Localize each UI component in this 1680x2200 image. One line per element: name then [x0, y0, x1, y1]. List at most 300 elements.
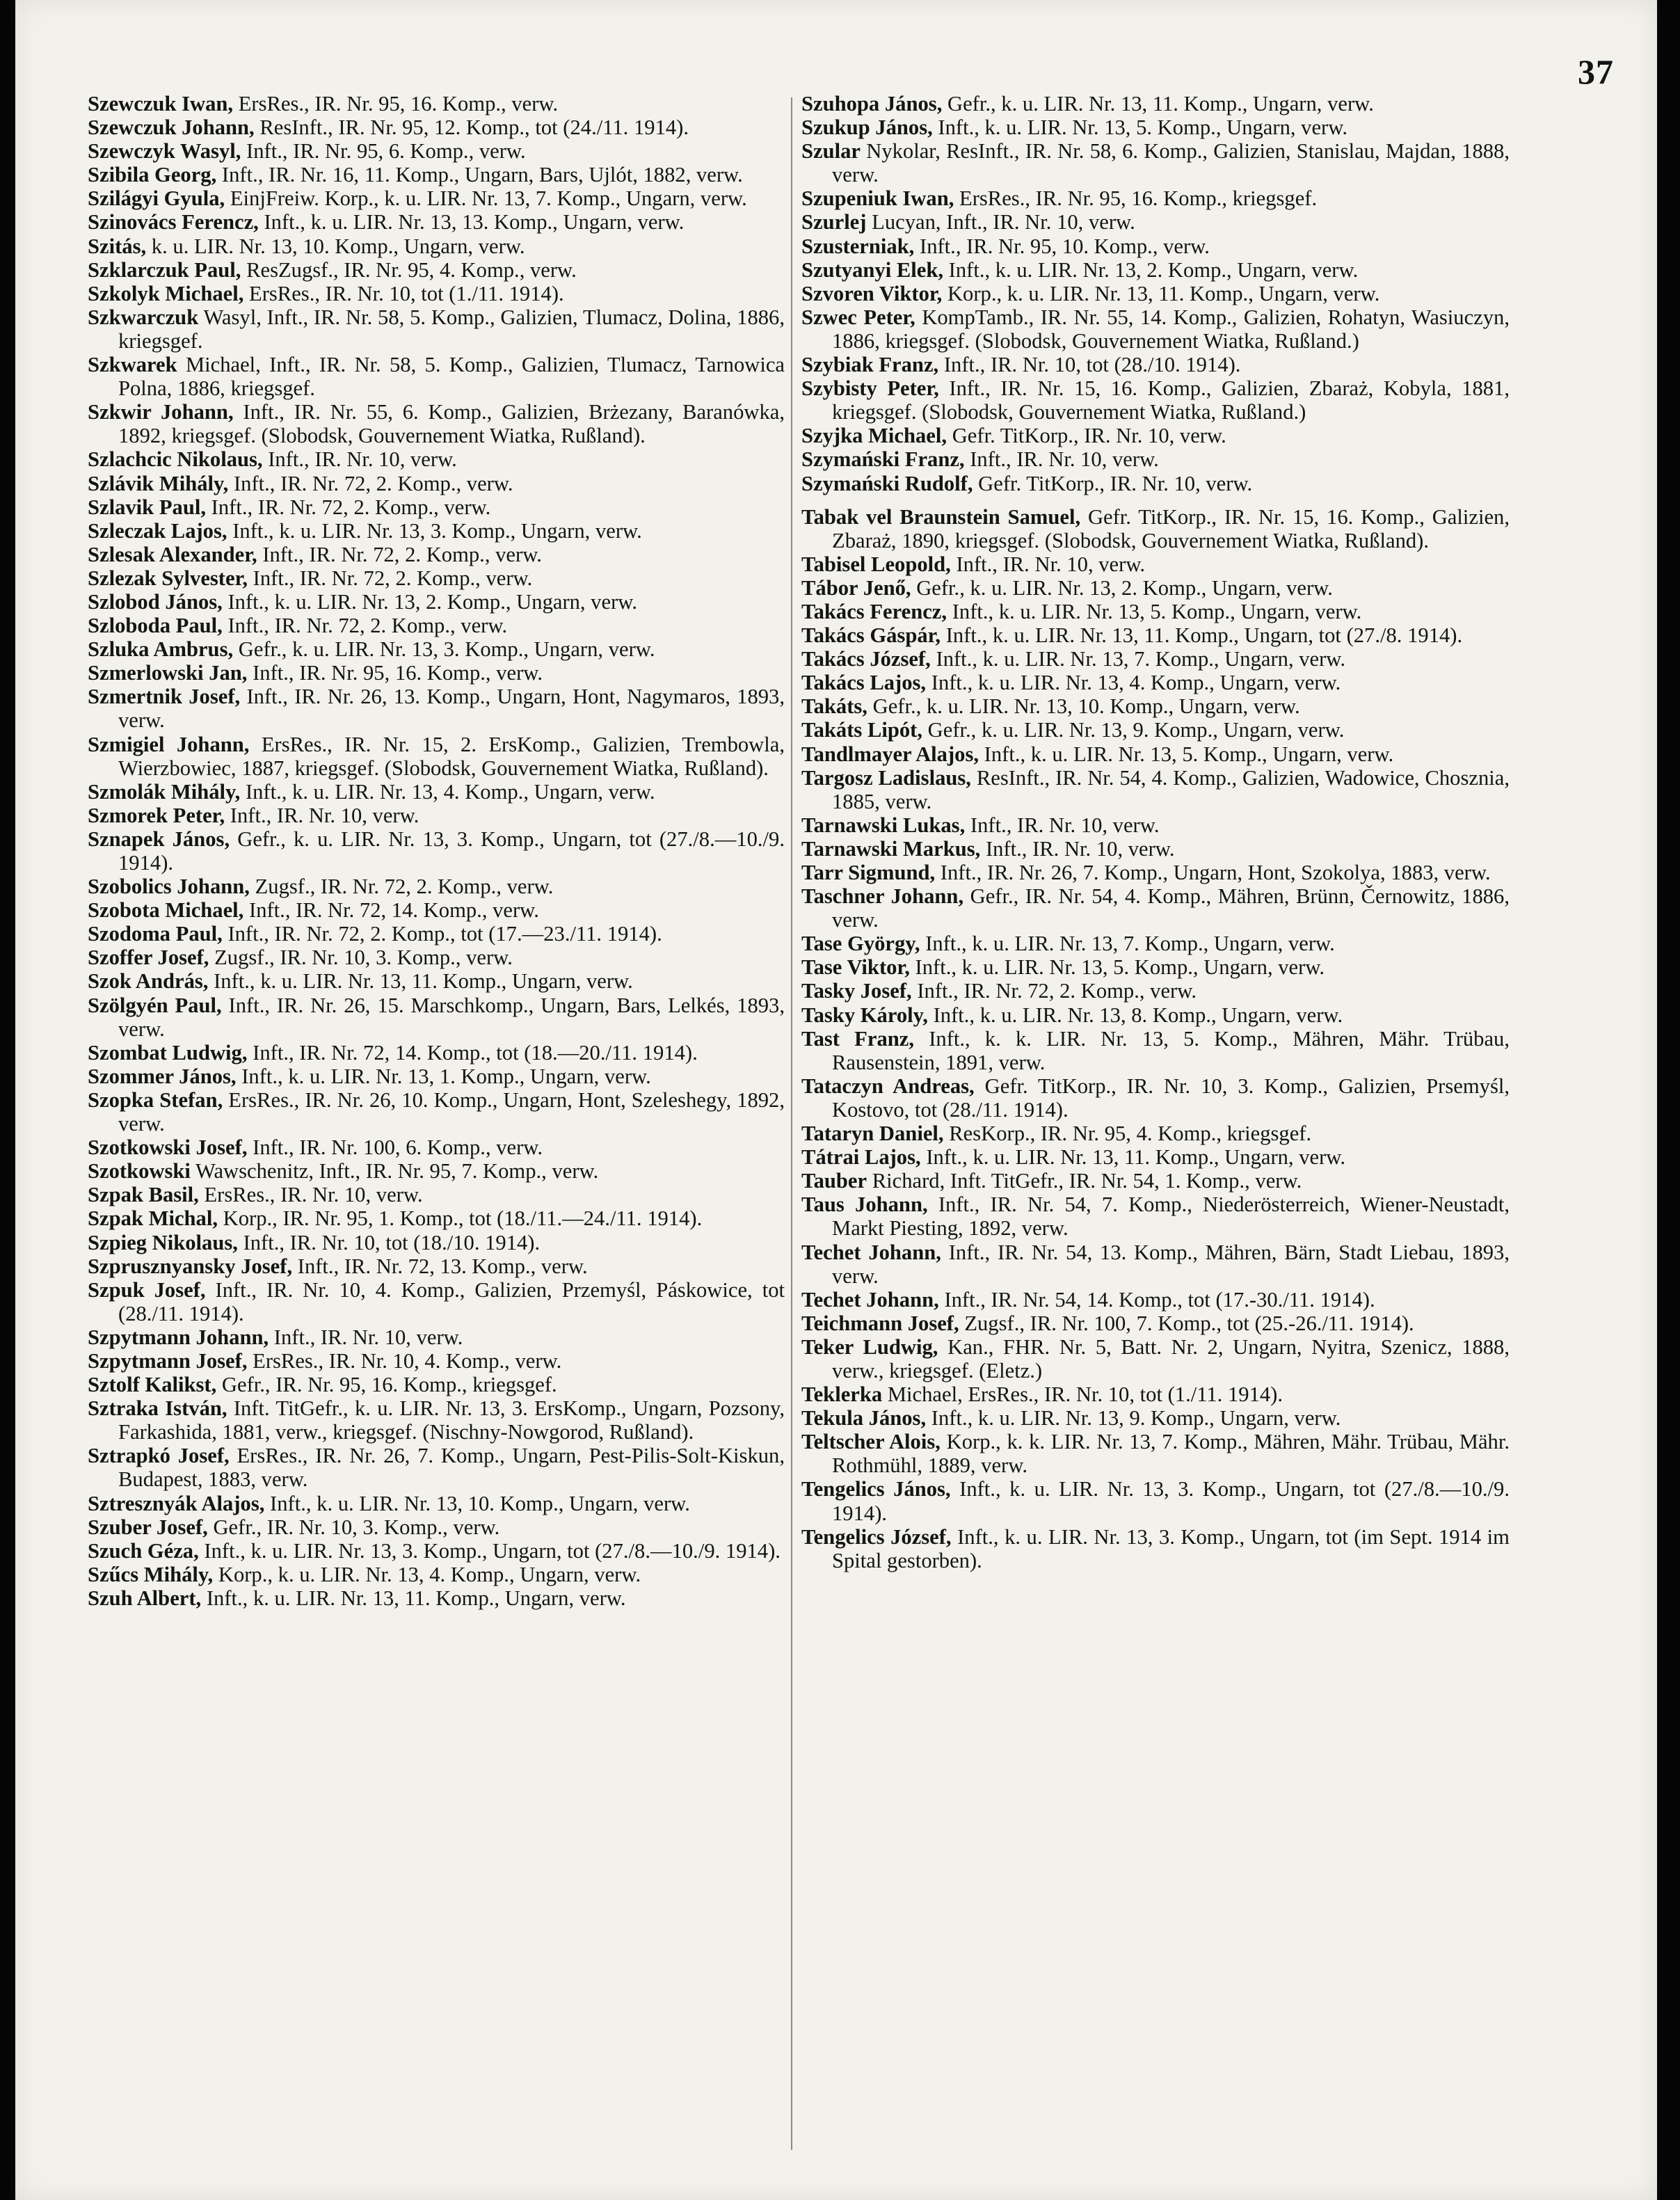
entry-details: Zugsf., IR. Nr. 72, 2. Komp., verw. — [255, 875, 554, 899]
entry-details: Inft., IR. Nr. 10, 4. Komp., Galizien, Przemyśl, Páskowice, tot (28./11. 1914). — [118, 1277, 785, 1325]
entry-details: ResInft., IR. Nr. 95, 12. Komp., tot (24./11. 1914). — [259, 115, 689, 140]
entry-name: Szuch Géza, — [88, 1538, 199, 1563]
entry-name: Techet Johann, — [801, 1240, 941, 1264]
list-item — [88, 1159, 785, 1183]
entry-details: Gefr. TitKorp., IR. Nr. 10, verw. — [952, 424, 1226, 448]
entry-name: Szűcs Mihály, — [88, 1562, 214, 1586]
entry-name: Szkwarczuk — [88, 305, 199, 329]
entry-name: Szutyanyi Elek, — [801, 257, 943, 282]
entry-name: Szmerlowski Jan, — [88, 661, 248, 685]
entry-details: Inft., k. u. LIR. Nr. 13, 4. Komp., Ungarn, verw. — [931, 671, 1341, 695]
entry-name: Szuhopa János, — [801, 92, 943, 115]
entry-details: Wasyl, Inft., IR. Nr. 58, 5. Komp., Galizien, Tlumacz, Dolina, 1886, kriegsgef. — [118, 305, 785, 353]
entry-name: Szewczuk Iwan, — [88, 92, 234, 115]
entry-details: Inft., IR. Nr. 72, 13. Komp., verw. — [297, 1254, 588, 1278]
entry-name: Szmertnik Josef, — [88, 685, 241, 709]
entry-name: Takács Lajos, — [801, 671, 927, 695]
entry-details: Zugsf., IR. Nr. 100, 7. Komp., tot (25.-26./11. 1914). — [964, 1311, 1414, 1335]
list-item — [801, 376, 1510, 424]
list-item — [88, 543, 785, 566]
list-item — [88, 994, 785, 1041]
page — [15, 0, 1657, 2200]
list-item — [801, 576, 1510, 600]
entry-name: Tataczyn Andreas, — [801, 1074, 975, 1098]
entry-name: Szular — [801, 139, 861, 164]
entry-details: Inft., IR. Nr. 10, verw. — [273, 1325, 463, 1349]
list-item — [88, 637, 785, 661]
entry-details: Gefr., IR. Nr. 54, 4. Komp., Mähren, Brünn, Černowitz, 1886, verw. — [832, 884, 1510, 932]
list-item — [88, 566, 785, 590]
entry-details: Lucyan, Inft., IR. Nr. 10, verw. — [872, 210, 1135, 234]
list-item — [88, 1231, 785, 1254]
list-item — [801, 505, 1510, 552]
list-item — [88, 1183, 785, 1206]
list-item — [88, 590, 785, 614]
entry-details: ErsRes., IR. Nr. 10, tot (1./11. 1914). — [249, 281, 564, 305]
entry-details: Inft., k. u. LIR. Nr. 13, 2. Komp., Ungarn, verw. — [948, 257, 1359, 282]
entry-details: Inft., k. u. LIR. Nr. 13, 3. Komp., Ungarn, tot (27./8.—10./9. 1914). — [204, 1538, 781, 1563]
entry-details: Inft., IR. Nr. 72, 2. Komp., verw. — [227, 614, 508, 638]
list-item — [88, 1254, 785, 1278]
list-item — [801, 1288, 1510, 1312]
entry-details: Inft., IR. Nr. 54, 14. Komp., tot (17.-30./11. 1914). — [944, 1287, 1375, 1312]
entry-details: Inft., IR. Nr. 26, 13. Komp., Ungarn, Hont, Nagymaros, 1893, verw. — [118, 685, 785, 733]
entry-details: Inft., IR. Nr. 10, verw. — [230, 803, 419, 827]
entry-name: Tarr Sigmund, — [801, 861, 936, 884]
list-item — [801, 552, 1510, 576]
list-item — [801, 1074, 1510, 1122]
entry-details: ResKorp., IR. Nr. 95, 4. Komp., kriegsgef. — [949, 1122, 1312, 1146]
entry-name: Tábor Jenő, — [801, 575, 911, 600]
list-item — [88, 1135, 785, 1159]
left-column — [88, 92, 785, 1610]
list-item — [88, 685, 785, 732]
entry-name: Szpak Basil, — [88, 1183, 199, 1207]
entry-details: Inft., IR. Nr. 16, 11. Komp., Ungarn, Bars, Ujlót, 1882, verw. — [221, 163, 743, 187]
entry-details: Kan., FHR. Nr. 5, Batt. Nr. 2, Ungarn, Nyitra, Szenicz, 1888, verw., kriegsgef. (Eletz.) — [832, 1334, 1510, 1382]
list-item — [88, 1349, 785, 1373]
entry-name: Szyjka Michael, — [801, 424, 947, 448]
entry-details: Inft., k. u. LIR. Nr. 13, 11. Komp., Ungarn, tot (27./8. 1914). — [945, 623, 1463, 648]
entry-name: Szmolák Mihály, — [88, 779, 241, 804]
list-item — [801, 1430, 1510, 1477]
entry-details: Inft., k. u. LIR. Nr. 13, 8. Komp., Ungarn, verw. — [933, 1003, 1343, 1027]
entry-details: Inft., k. u. LIR. Nr. 13, 5. Komp., Ungarn, verw. — [984, 742, 1394, 766]
list-item — [801, 766, 1510, 813]
list-item — [801, 447, 1510, 471]
list-item — [801, 694, 1510, 718]
entry-details: Inft., IR. Nr. 72, 2. Komp., tot (17.—23./11. 1914). — [227, 922, 662, 946]
entry-details: Gefr., k. u. LIR. Nr. 13, 10. Komp., Ungarn, verw. — [872, 694, 1300, 719]
entry-details: Inft., k. u. LIR. Nr. 13, 3. Komp., Ungarn, verw. — [232, 518, 642, 543]
entry-details: Wawschenitz, Inft., IR. Nr. 95, 7. Komp., verw. — [195, 1159, 599, 1183]
entry-details: Gefr., IR. Nr. 10, 3. Komp., verw. — [213, 1515, 500, 1539]
list-item — [88, 400, 785, 447]
entry-name: Szlávik Mihály, — [88, 471, 229, 495]
entry-name: Szluka Ambrus, — [88, 637, 234, 662]
entry-name: Szpuk Josef, — [88, 1277, 206, 1302]
entry-details: ErsRes., IR. Nr. 15, 2. ErsKomp., Galizien, Trembowla, Wierzbowiec, 1887, kriegsgef. (Slobodsk, Gouvernement Wiatka, Rußland). — [118, 732, 785, 780]
list-item — [801, 234, 1510, 258]
entry-details: Inft., k. u. LIR. Nr. 13, 10. Komp., Ungarn, verw. — [270, 1491, 690, 1515]
entry-details: ErsRes., IR. Nr. 10, verw. — [204, 1183, 423, 1207]
entry-details: Inft., k. u. LIR. Nr. 13, 11. Komp., Ungarn, verw. — [926, 1145, 1346, 1170]
entry-details: EinjFreiw. Korp., k. u. LIR. Nr. 13, 7. Komp., Ungarn, verw. — [230, 186, 747, 211]
entry-name: Tekula János, — [801, 1406, 927, 1430]
list-item — [88, 969, 785, 993]
entry-details: ResInft., IR. Nr. 54, 4. Komp., Galizien, Wadowice, Chosznia, 1885, verw. — [832, 765, 1510, 813]
entry-details: ErsRes., IR. Nr. 95, 16. Komp., kriegsgef. — [959, 186, 1318, 211]
list-item — [88, 163, 785, 186]
entry-name: Szlesak Alexander, — [88, 542, 257, 566]
entry-details: Inft., k. u. LIR. Nr. 13, 5. Komp., Ungarn, verw. — [952, 599, 1362, 623]
list-item — [88, 898, 785, 922]
entry-name: Szewczyk Wasyl, — [88, 139, 241, 164]
entry-details: Inft., IR. Nr. 54, 13. Komp., Mähren, Bärn, Stadt Liebau, 1893, verw. — [832, 1240, 1510, 1288]
list-item — [801, 424, 1510, 447]
entry-name: Szpytmann Johann, — [88, 1325, 269, 1349]
list-item — [801, 210, 1510, 234]
list-item — [801, 1312, 1510, 1335]
entry-name: Teichmann Josef, — [801, 1311, 959, 1335]
entry-details: Michael, Inft., IR. Nr. 58, 5. Komp., Galizien, Tlumacz, Tarnowica Polna, 1886, kriegsgef. — [118, 353, 785, 401]
entry-name: Szwec Peter, — [801, 305, 915, 329]
list-item — [88, 827, 785, 875]
entry-details: k. u. LIR. Nr. 13, 10. Komp., Ungarn, verw. — [151, 234, 525, 258]
list-item — [801, 979, 1510, 1003]
list-item — [801, 1477, 1510, 1524]
list-item — [88, 1586, 785, 1610]
list-item — [88, 186, 785, 210]
entry-name: Szkwir Johann, — [88, 400, 234, 424]
entry-name: Szukup János, — [801, 115, 933, 140]
entry-details: KompTamb., IR. Nr. 55, 14. Komp., Galizien, Rohatyn, Wasiuczyn, 1886, kriegsgef. (Slobodsk, Gouvernement Wiatka, Rußland.) — [832, 305, 1510, 353]
page-number: 37 — [1578, 52, 1614, 91]
list-item — [88, 353, 785, 400]
entry-details: Inft., k. u. LIR. Nr. 13, 3. Komp., Ungarn, tot (im Sept. 1914 im Spital gestorben). — [832, 1524, 1510, 1572]
list-item — [88, 92, 785, 115]
entry-name: Szlavik Paul, — [88, 495, 206, 519]
entry-details: Inft., IR. Nr. 72, 14. Komp., tot (18.—20./11. 1914). — [253, 1040, 698, 1065]
list-item — [88, 1373, 785, 1396]
list-item — [88, 447, 785, 471]
list-item — [88, 661, 785, 685]
entry-details: Inft., IR. Nr. 95, 6. Komp., verw. — [246, 139, 526, 164]
list-item — [88, 1278, 785, 1325]
entry-details: ErsRes., IR. Nr. 10, 4. Komp., verw. — [253, 1348, 562, 1373]
list-item — [801, 837, 1510, 861]
list-item — [801, 1145, 1510, 1169]
list-item — [801, 861, 1510, 884]
entry-name: Szymański Franz, — [801, 447, 965, 472]
list-item — [88, 875, 785, 898]
entry-name: Szitás, — [88, 234, 147, 258]
list-item — [801, 813, 1510, 837]
entry-name: Takáts, — [801, 694, 867, 719]
entry-name: Szinovács Ferencz, — [88, 210, 259, 234]
list-item — [801, 623, 1510, 647]
list-item — [801, 1406, 1510, 1430]
list-item — [88, 1444, 785, 1491]
list-item — [88, 1492, 785, 1515]
entry-name: Szloboda Paul, — [88, 614, 223, 638]
entry-name: Szuber Josef, — [88, 1515, 208, 1539]
list-item — [801, 1241, 1510, 1288]
entry-name: Tast Franz, — [801, 1026, 914, 1051]
list-item — [88, 1515, 785, 1539]
list-item — [801, 282, 1510, 305]
entry-details: Inft., IR. Nr. 72, 14. Komp., verw. — [249, 898, 539, 923]
entry-name: Tauber — [801, 1169, 867, 1193]
entry-name: Szlobod János, — [88, 589, 223, 614]
entry-name: Szombat Ludwig, — [88, 1040, 248, 1065]
entry-details: Korp., k. u. LIR. Nr. 13, 4. Komp., Ungarn, verw. — [218, 1562, 641, 1586]
list-item — [801, 258, 1510, 282]
list-item — [88, 804, 785, 827]
list-item — [801, 139, 1510, 186]
entry-name: Szlezak Sylvester, — [88, 566, 248, 590]
entry-details: Gefr., k. u. LIR. Nr. 13, 11. Komp., Ungarn, verw. — [947, 92, 1374, 115]
list-item — [88, 946, 785, 969]
list-item — [801, 1027, 1510, 1074]
list-item — [801, 1003, 1510, 1027]
entry-name: Tasky Josef, — [801, 979, 912, 1003]
list-item — [801, 932, 1510, 955]
entry-name: Sztresznyák Alajos, — [88, 1491, 265, 1515]
list-item — [801, 955, 1510, 979]
entry-details: Inft., k. u. LIR. Nr. 13, 5. Komp., Ungarn, verw. — [938, 115, 1347, 140]
entry-name: Szybisty Peter, — [801, 376, 939, 401]
entry-details: Korp., k. u. LIR. Nr. 13, 11. Komp., Ungarn, verw. — [947, 281, 1380, 305]
entry-details: Inft., k. u. LIR. Nr. 13, 11. Komp., Ungarn, verw. — [206, 1586, 626, 1610]
entry-name: Szlachcic Nikolaus, — [88, 447, 263, 472]
entry-details: Michael, ErsRes., IR. Nr. 10, tot (1./11. 1914). — [887, 1382, 1283, 1407]
entry-name: Szpytmann Josef, — [88, 1348, 248, 1373]
entry-details: Inft., IR. Nr. 72, 2. Komp., verw. — [917, 979, 1197, 1003]
entry-name: Takáts Lipót, — [801, 718, 923, 742]
entry-name: Tasky Károly, — [801, 1003, 928, 1027]
entry-details: Richard, Inft. TitGefr., IR. Nr. 54, 1. Komp., verw. — [872, 1169, 1302, 1193]
list-item — [801, 742, 1510, 766]
entry-name: Tengelics József, — [801, 1524, 952, 1549]
entry-name: Tengelics János, — [801, 1477, 951, 1501]
entry-name: Szmigiel Johann, — [88, 732, 250, 756]
entry-name: Tase Viktor, — [801, 955, 910, 980]
list-item — [88, 922, 785, 946]
entry-name: Szusterniak, — [801, 234, 915, 258]
list-item — [801, 186, 1510, 210]
list-item — [88, 495, 785, 519]
entry-details: Inft., IR. Nr. 26, 7. Komp., Ungarn, Hont, Szokolya, 1883, verw. — [940, 861, 1491, 884]
list-item — [88, 1065, 785, 1088]
entry-name: Szotkowski — [88, 1159, 191, 1183]
list-item — [88, 305, 785, 353]
list-item — [88, 1563, 785, 1586]
list-item — [801, 647, 1510, 671]
entry-details: Inft., IR. Nr. 95, 16. Komp., verw. — [253, 661, 543, 685]
list-item — [88, 780, 785, 804]
column-divider — [791, 97, 792, 2150]
list-item — [801, 1193, 1510, 1240]
entry-name: Sztolf Kalikst, — [88, 1373, 217, 1397]
entry-details: Korp., IR. Nr. 95, 1. Komp., tot (18./11.—24./11. 1914). — [223, 1206, 703, 1231]
entry-name: Szkolyk Michael, — [88, 281, 244, 305]
entry-name: Szpieg Nikolaus, — [88, 1230, 238, 1254]
list-item — [801, 1335, 1510, 1382]
entry-name: Szok András, — [88, 969, 209, 994]
list-item — [88, 1325, 785, 1349]
entry-details: Inft., k. u. LIR. Nr. 13, 13. Komp., Ungarn, verw. — [264, 210, 685, 234]
entry-name: Techet Johann, — [801, 1287, 939, 1312]
right-column — [801, 92, 1510, 1572]
entry-name: Szobolics Johann, — [88, 875, 250, 899]
list-item — [88, 210, 785, 234]
entry-name: Szprusznyansky Josef, — [88, 1254, 293, 1278]
entry-name: Szmorek Peter, — [88, 803, 225, 827]
entry-details: Inft., k. u. LIR. Nr. 13, 5. Komp., Ungarn, verw. — [915, 955, 1325, 980]
entry-name: Szpak Michal, — [88, 1206, 218, 1231]
entry-details: Inft., IR. Nr. 10, verw. — [268, 447, 457, 472]
list-item — [88, 472, 785, 495]
entry-name: Szobota Michael, — [88, 898, 244, 923]
entry-details: Inft., IR. Nr. 72, 2. Komp., verw. — [253, 566, 533, 590]
entry-details: Gefr., k. u. LIR. Nr. 13, 2. Komp., Ungarn, verw. — [916, 575, 1333, 600]
entry-details: Inft., IR. Nr. 10, verw. — [970, 447, 1159, 472]
list-item — [88, 139, 785, 163]
list-item — [801, 1525, 1510, 1572]
entry-name: Szymański Rudolf, — [801, 471, 973, 495]
entry-name: Szuh Albert, — [88, 1586, 202, 1610]
entry-name: Szilágyi Gyula, — [88, 186, 225, 211]
entry-name: Szurlej — [801, 210, 867, 234]
entry-details: Inft., k. u. LIR. Nr. 13, 4. Komp., Ungarn, verw. — [245, 779, 655, 804]
list-item — [88, 1539, 785, 1563]
list-item — [801, 1169, 1510, 1193]
list-item — [801, 1122, 1510, 1145]
list-item — [88, 115, 785, 139]
entry-name: Tase György, — [801, 932, 920, 956]
entry-details: Inft., k. u. LIR. Nr. 13, 7. Komp., Ungarn, verw. — [936, 647, 1346, 671]
entry-name: Sztrapkó Josef, — [88, 1444, 230, 1468]
entry-details: Inft., IR. Nr. 15, 16. Komp., Galizien, Zbaraż, Kobyla, 1881, kriegsgef. (Slobodsk, Gouvernement Wiatka, Rußland.) — [832, 376, 1510, 424]
entry-name: Szodoma Paul, — [88, 922, 223, 946]
entry-details: ErsRes., IR. Nr. 95, 16. Komp., verw. — [238, 92, 559, 115]
entry-details: Inft., IR. Nr. 10, verw. — [970, 813, 1160, 837]
list-item — [88, 614, 785, 637]
entry-name: Szybiak Franz, — [801, 353, 939, 377]
list-item — [801, 1382, 1510, 1406]
entry-details: Inft., IR. Nr. 100, 6. Komp., verw. — [253, 1135, 543, 1160]
entry-details: Zugsf., IR. Nr. 10, 3. Komp., verw. — [214, 946, 513, 970]
entry-details: ResZugsf., IR. Nr. 95, 4. Komp., verw. — [246, 257, 577, 282]
list-item — [801, 115, 1510, 139]
entry-details: Inft., IR. Nr. 10, tot (18./10. 1914). — [243, 1230, 541, 1254]
entry-details: Inft., IR. Nr. 10, verw. — [956, 552, 1146, 576]
entry-details: Inft., IR. Nr. 72, 2. Komp., verw. — [233, 471, 513, 495]
entry-name: Sznapek János, — [88, 827, 230, 851]
list-item — [88, 733, 785, 780]
entry-details: Inft., k. u. LIR. Nr. 13, 7. Komp., Ungarn, verw. — [925, 932, 1335, 956]
list-item — [801, 718, 1510, 742]
list-item — [88, 1206, 785, 1230]
entry-details: Inft., IR. Nr. 10, tot (28./10. 1914). — [943, 353, 1241, 377]
entry-details: Gefr., k. u. LIR. Nr. 13, 9. Komp., Ungarn, verw. — [927, 718, 1345, 742]
list-item — [88, 282, 785, 305]
entry-details: Inft., IR. Nr. 54, 7. Komp., Niederösterreich, Wiener-Neustadt, Markt Piesting, 1892, verw. — [832, 1193, 1510, 1241]
entry-name: Tabisel Leopold, — [801, 552, 951, 576]
entry-details: Inft., k. u. LIR. Nr. 13, 2. Komp., Ungarn, verw. — [227, 589, 638, 614]
list-item — [88, 1396, 785, 1444]
entry-details: ErsRes., IR. Nr. 26, 10. Komp., Ungarn, Hont, Szeleshegy, 1892, verw. — [118, 1087, 785, 1136]
list-item — [88, 258, 785, 282]
entry-name: Tandlmayer Alajos, — [801, 742, 979, 766]
entry-details: Inft., k. u. LIR. Nr. 13, 3. Komp., Ungarn, tot (27./8.—10./9. 1914). — [832, 1477, 1510, 1525]
entry-details: Inft., k. u. LIR. Nr. 13, 9. Komp., Ungarn, verw. — [931, 1406, 1341, 1430]
entry-details: Inft., k. k. LIR. Nr. 13, 5. Komp., Mähren, Mähr. Trübau, Rausenstein, 1891, verw. — [832, 1026, 1510, 1074]
entry-details: Inft., IR. Nr. 95, 10. Komp., verw. — [920, 234, 1210, 258]
list-item — [801, 671, 1510, 694]
list-item — [801, 92, 1510, 115]
entry-name: Szotkowski Josef, — [88, 1135, 248, 1160]
entry-details: Nykolar, ResInft., IR. Nr. 58, 6. Komp., Galizien, Stanislau, Majdan, 1888, verw. — [832, 139, 1510, 187]
list-item — [801, 353, 1510, 376]
entry-name: Targosz Ladislaus, — [801, 765, 971, 790]
entry-details: Inft., IR. Nr. 72, 2. Komp., verw. — [262, 542, 542, 566]
list-item — [801, 600, 1510, 623]
entry-name: Takács Gáspár, — [801, 623, 941, 648]
list-item — [88, 1041, 785, 1065]
entry-details: Gefr., k. u. LIR. Nr. 13, 3. Komp., Ungarn, verw. — [238, 637, 655, 662]
entry-details: Gefr. TitKorp., IR. Nr. 10, verw. — [978, 471, 1253, 495]
entry-details: Inft. TitGefr., k. u. LIR. Nr. 13, 3. ErsKomp., Ungarn, Pozsony, Farkashida, 1881, verw., kriegsgef. (Nischny-Nowgorod, Rußland). — [118, 1396, 785, 1444]
entry-name: Tarnawski Markus, — [801, 836, 981, 861]
list-item — [801, 884, 1510, 932]
entry-name: Szopka Stefan, — [88, 1087, 223, 1112]
entry-name: Teltscher Alois, — [801, 1430, 941, 1454]
entry-details: Inft., IR. Nr. 72, 2. Komp., verw. — [211, 495, 491, 519]
entry-name: Sztraka István, — [88, 1396, 227, 1421]
entry-name: Tátrai Lajos, — [801, 1145, 921, 1170]
entry-name: Tarnawski Lukas, — [801, 813, 966, 837]
list-item — [88, 519, 785, 543]
entry-name: Tabak vel Braunstein Samuel, — [801, 504, 1081, 529]
entry-details: Inft., k. u. LIR. Nr. 13, 11. Komp., Ungarn, verw. — [214, 969, 633, 994]
entry-name: Teklerka — [801, 1382, 883, 1407]
entry-name: Szölgyén Paul, — [88, 993, 222, 1017]
list-item — [801, 305, 1510, 353]
entry-name: Teker Ludwig, — [801, 1334, 938, 1359]
entry-name: Szibila Georg, — [88, 163, 217, 187]
entry-details: Inft., k. u. LIR. Nr. 13, 1. Komp., Ungarn, verw. — [241, 1064, 651, 1088]
list-item — [88, 1088, 785, 1135]
entry-details: Inft., IR. Nr. 10, verw. — [985, 836, 1175, 861]
entry-details: Gefr. TitKorp., IR. Nr. 10, 3. Komp., Galizien, Prsemyśl, Kostovo, tot (28./11. 1914). — [832, 1074, 1510, 1122]
entry-name: Szleczak Lajos, — [88, 518, 227, 543]
list-item — [88, 234, 785, 258]
entry-details: Inft., IR. Nr. 26, 15. Marschkomp., Ungarn, Bars, Lelkés, 1893, verw. — [118, 993, 785, 1041]
entry-details: Gefr., k. u. LIR. Nr. 13, 3. Komp., Ungarn, tot (27./8.—10./9. 1914). — [118, 827, 785, 875]
entry-name: Szupeniuk Iwan, — [801, 186, 954, 211]
entry-name: Szoffer Josef, — [88, 946, 209, 970]
entry-name: Taschner Johann, — [801, 884, 964, 909]
entry-name: Szewczuk Johann, — [88, 115, 255, 140]
entry-name: Taus Johann, — [801, 1193, 928, 1217]
entry-name: Szkwarek — [88, 353, 177, 377]
entry-name: Takács Ferencz, — [801, 599, 947, 623]
entry-details: Gefr. TitKorp., IR. Nr. 15, 16. Komp., Galizien, Zbaraż, 1890, kriegsgef. (Slobodsk, Gouvernement Wiatka, Rußland). — [832, 504, 1510, 552]
list-item — [801, 472, 1510, 495]
entry-name: Tataryn Daniel, — [801, 1122, 944, 1146]
